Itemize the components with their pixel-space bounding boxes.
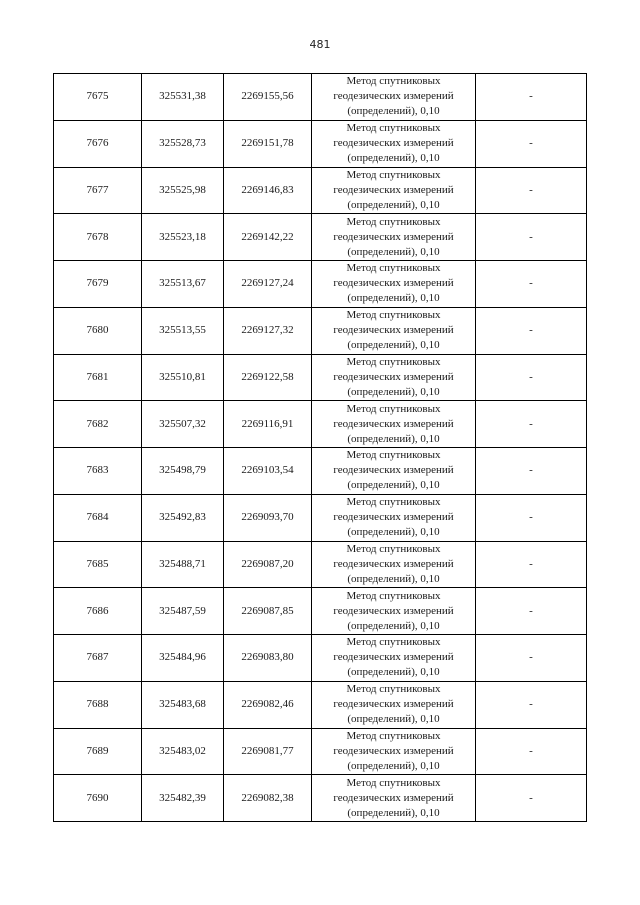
description-cell: -: [476, 728, 587, 775]
point-number-cell: 7689: [54, 728, 142, 775]
method-text-line: (определений), 0,10: [347, 713, 440, 726]
method-cell: [312, 120, 476, 167]
method-text-line: геодезических измерений: [333, 183, 454, 196]
method-text-line: Метод спутниковых: [346, 402, 441, 415]
x-coordinate-cell: 325523,18: [142, 214, 224, 261]
description-cell: -: [476, 354, 587, 401]
table-row: [54, 494, 587, 541]
method-cell: [312, 401, 476, 448]
method-text-line: Метод спутниковых: [346, 215, 441, 228]
method-text-line: (определений), 0,10: [347, 198, 440, 211]
point-number-cell: 7679: [54, 261, 142, 308]
method-text-line: геодезических измерений: [333, 557, 454, 570]
table-row: [54, 681, 587, 728]
method-text-line: геодезических измерений: [333, 651, 454, 664]
point-number-cell: 7675: [54, 74, 142, 121]
method-text-line: геодезических измерений: [333, 324, 454, 337]
point-number-cell: 7682: [54, 401, 142, 448]
table-row: [54, 728, 587, 775]
method-cell: [312, 635, 476, 682]
method-text-line: геодезических измерений: [333, 464, 454, 477]
method-text-line: Метод спутниковых: [346, 729, 441, 742]
point-number-cell: 7684: [54, 494, 142, 541]
method-text-line: Метод спутниковых: [346, 636, 441, 649]
method-text-line: геодезических измерений: [333, 604, 454, 617]
x-coordinate-cell: 325513,67: [142, 261, 224, 308]
y-coordinate-cell: 2269122,58: [224, 354, 312, 401]
x-coordinate-cell: 325531,38: [142, 74, 224, 121]
table-row: [54, 74, 587, 121]
method-cell: [312, 541, 476, 588]
method-cell: [312, 354, 476, 401]
page-number: 481: [309, 38, 331, 51]
y-coordinate-cell: 2269082,38: [224, 775, 312, 822]
point-number-cell: 7685: [54, 541, 142, 588]
method-text-line: Метод спутниковых: [346, 449, 441, 462]
x-coordinate-cell: 325482,39: [142, 775, 224, 822]
method-text-line: (определений), 0,10: [347, 759, 440, 772]
method-text-line: Метод спутниковых: [346, 589, 441, 602]
method-text-line: геодезических измерений: [333, 137, 454, 150]
method-text-line: (определений), 0,10: [347, 666, 440, 679]
table-row: [54, 448, 587, 495]
method-text-line: (определений), 0,10: [347, 619, 440, 632]
y-coordinate-cell: 2269146,83: [224, 167, 312, 214]
method-text-line: геодезических измерений: [333, 791, 454, 804]
point-number-cell: 7678: [54, 214, 142, 261]
point-number-cell: 7686: [54, 588, 142, 635]
method-text-line: геодезических измерений: [333, 370, 454, 383]
table-row: [54, 120, 587, 167]
description-cell: -: [476, 635, 587, 682]
description-cell: -: [476, 214, 587, 261]
table-row: [54, 588, 587, 635]
method-text-line: (определений), 0,10: [347, 385, 440, 398]
y-coordinate-cell: 2269081,77: [224, 728, 312, 775]
method-text-line: (определений), 0,10: [347, 105, 440, 118]
description-cell: -: [476, 307, 587, 354]
x-coordinate-cell: 325525,98: [142, 167, 224, 214]
method-cell: [312, 74, 476, 121]
method-text-line: Метод спутниковых: [346, 168, 441, 181]
description-cell: -: [476, 74, 587, 121]
y-coordinate-cell: 2269151,78: [224, 120, 312, 167]
method-text-line: (определений), 0,10: [347, 806, 440, 819]
description-cell: -: [476, 775, 587, 822]
description-cell: -: [476, 261, 587, 308]
y-coordinate-cell: 2269103,54: [224, 448, 312, 495]
method-cell: [312, 494, 476, 541]
method-text-line: геодезических измерений: [333, 90, 454, 103]
table-row: [54, 261, 587, 308]
method-cell: [312, 775, 476, 822]
method-cell: [312, 261, 476, 308]
y-coordinate-cell: 2269087,85: [224, 588, 312, 635]
x-coordinate-cell: 325484,96: [142, 635, 224, 682]
point-number-cell: 7688: [54, 681, 142, 728]
x-coordinate-cell: 325488,71: [142, 541, 224, 588]
method-text-line: Метод спутниковых: [346, 496, 441, 509]
x-coordinate-cell: 325492,83: [142, 494, 224, 541]
method-cell: [312, 167, 476, 214]
table-row: [54, 354, 587, 401]
y-coordinate-cell: 2269082,46: [224, 681, 312, 728]
point-number-cell: 7687: [54, 635, 142, 682]
description-cell: -: [476, 401, 587, 448]
method-cell: [312, 588, 476, 635]
method-text-line: геодезических измерений: [333, 417, 454, 430]
description-cell: -: [476, 681, 587, 728]
method-text-line: Метод спутниковых: [346, 542, 441, 555]
method-text-line: (определений), 0,10: [347, 572, 440, 585]
method-text-line: (определений), 0,10: [347, 479, 440, 492]
method-text-line: геодезических измерений: [333, 744, 454, 757]
description-cell: -: [476, 120, 587, 167]
method-text-line: Метод спутниковых: [346, 122, 441, 135]
method-cell: [312, 448, 476, 495]
method-text-line: Метод спутниковых: [346, 355, 441, 368]
point-number-cell: 7677: [54, 167, 142, 214]
y-coordinate-cell: 2269142,22: [224, 214, 312, 261]
point-number-cell: 7690: [54, 775, 142, 822]
method-cell: [312, 681, 476, 728]
y-coordinate-cell: 2269155,56: [224, 74, 312, 121]
table-row: [54, 214, 587, 261]
method-text-line: Метод спутниковых: [346, 309, 441, 322]
method-text-line: Метод спутниковых: [346, 75, 441, 88]
description-cell: -: [476, 167, 587, 214]
method-text-line: геодезических измерений: [333, 230, 454, 243]
x-coordinate-cell: 325498,79: [142, 448, 224, 495]
method-text-line: геодезических измерений: [333, 511, 454, 524]
method-text-line: (определений), 0,10: [347, 292, 440, 305]
method-text-line: Метод спутниковых: [346, 776, 441, 789]
description-cell: -: [476, 541, 587, 588]
x-coordinate-cell: 325483,68: [142, 681, 224, 728]
table-row: [54, 167, 587, 214]
description-cell: -: [476, 448, 587, 495]
y-coordinate-cell: 2269083,80: [224, 635, 312, 682]
x-coordinate-cell: 325507,32: [142, 401, 224, 448]
x-coordinate-cell: 325513,55: [142, 307, 224, 354]
method-text-line: Метод спутниковых: [346, 683, 441, 696]
x-coordinate-cell: 325487,59: [142, 588, 224, 635]
point-number-cell: 7681: [54, 354, 142, 401]
description-cell: -: [476, 494, 587, 541]
table-row: [54, 541, 587, 588]
method-text-line: (определений), 0,10: [347, 339, 440, 352]
method-text-line: геодезических измерений: [333, 698, 454, 711]
coordinates-table-body: [54, 74, 587, 822]
method-cell: [312, 307, 476, 354]
x-coordinate-cell: 325483,02: [142, 728, 224, 775]
point-number-cell: 7680: [54, 307, 142, 354]
y-coordinate-cell: 2269093,70: [224, 494, 312, 541]
x-coordinate-cell: 325510,81: [142, 354, 224, 401]
y-coordinate-cell: 2269127,24: [224, 261, 312, 308]
x-coordinate-cell: 325528,73: [142, 120, 224, 167]
method-text-line: Метод спутниковых: [346, 262, 441, 275]
method-text-line: (определений), 0,10: [347, 432, 440, 445]
method-text-line: геодезических измерений: [333, 277, 454, 290]
method-text-line: (определений), 0,10: [347, 526, 440, 539]
point-number-cell: 7676: [54, 120, 142, 167]
method-text-line: (определений), 0,10: [347, 152, 440, 165]
y-coordinate-cell: 2269087,20: [224, 541, 312, 588]
table-row: [54, 401, 587, 448]
method-text-line: (определений), 0,10: [347, 245, 440, 258]
method-cell: [312, 728, 476, 775]
coordinates-table: [53, 73, 587, 822]
table-row: [54, 775, 587, 822]
y-coordinate-cell: 2269127,32: [224, 307, 312, 354]
method-cell: [312, 214, 476, 261]
table-row: [54, 635, 587, 682]
y-coordinate-cell: 2269116,91: [224, 401, 312, 448]
table-row: [54, 307, 587, 354]
point-number-cell: 7683: [54, 448, 142, 495]
description-cell: -: [476, 588, 587, 635]
